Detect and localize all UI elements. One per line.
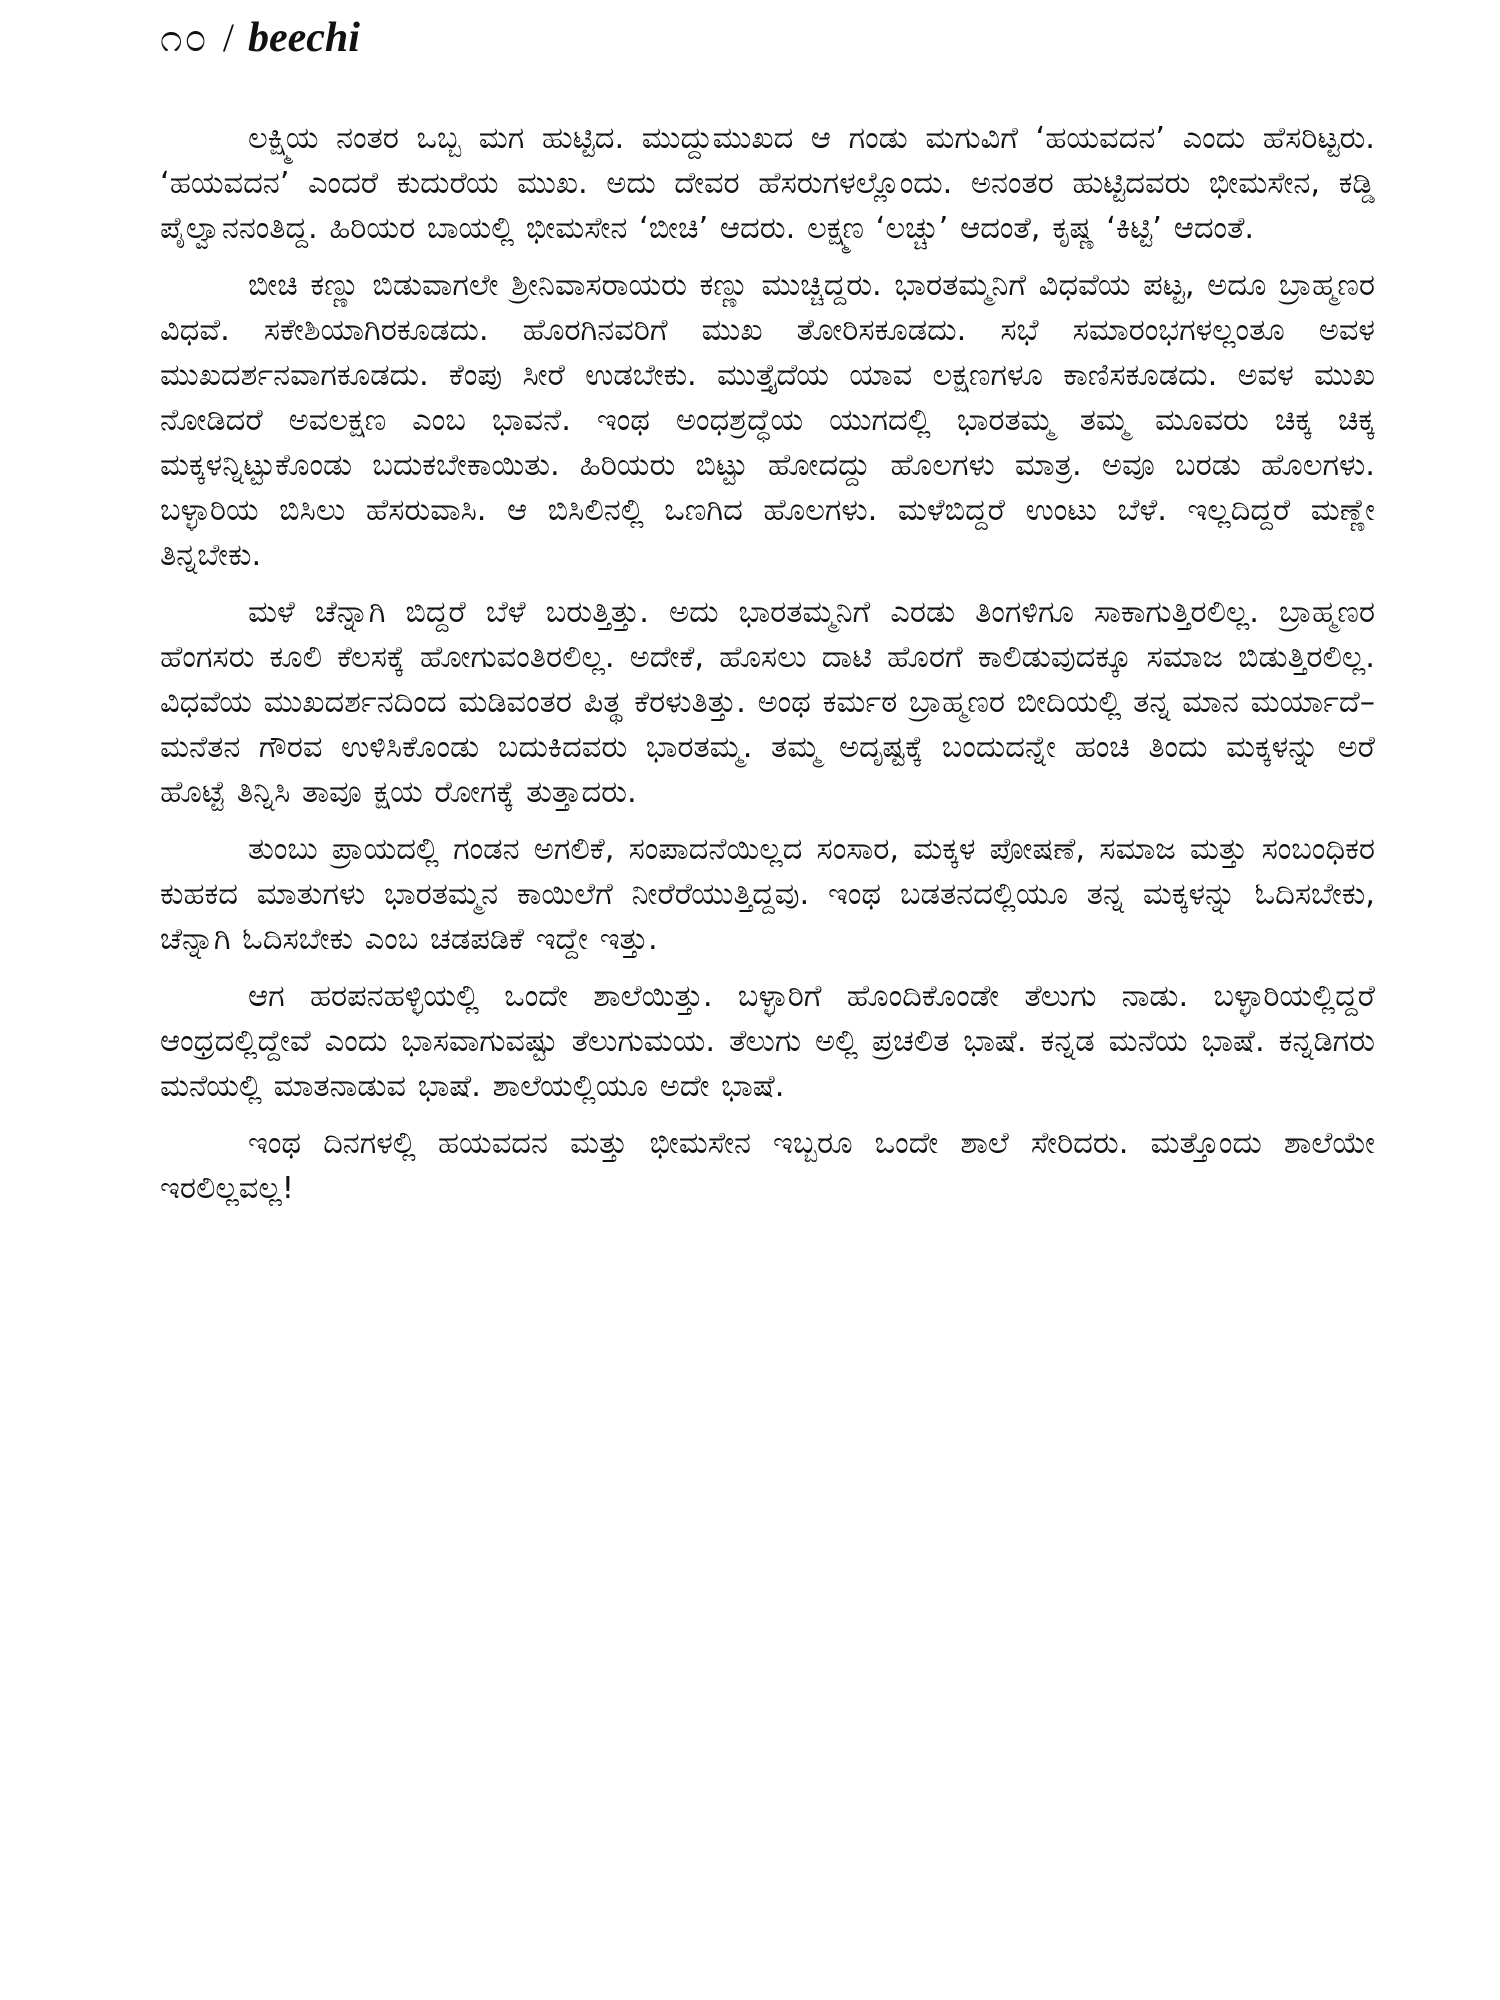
page-number: ೧೦	[160, 15, 209, 61]
paragraph-2: ಬೀಚಿ ಕಣ್ಣು ಬಿಡುವಾಗಲೇ ಶ್ರೀನಿವಾಸರಾಯರು ಕಣ್ಣು ಮುಚ್ಚಿದ್ದರು. ಭಾರತಮ್ಮನಿಗೆ ವಿಧವೆಯ ಪಟ್ಟ, ಅದೂ ಬ್ರಾಹ್ಮಣರ ವಿಧವೆ. ಸಕೇಶಿಯಾಗಿರಕೂಡದು. ಹೊರಗಿನವರಿಗೆ ಮುಖ ತೋರಿಸಕೂಡದು. ಸಭೆ ಸಮಾರಂಭಗಳಲ್ಲಂತೂ ಅವಳ ಮುಖದರ್ಶನವಾಗಕೂಡದು. ಕೆಂಪು ಸೀರೆ ಉಡಬೇಕು. ಮುತ್ತೈದೆಯ ಯಾವ ಲಕ್ಷಣಗಳೂ ಕಾಣಿಸಕೂಡದು. ಅವಳ ಮುಖ ನೋಡಿದರೆ ಅವಲಕ್ಷಣ ಎಂಬ ಭಾವನೆ. ಇಂಥ ಅಂಧಶ್ರದ್ಧೆಯ ಯುಗದಲ್ಲಿ ಭಾರತಮ್ಮ ತಮ್ಮ ಮೂವರು ಚಿಕ್ಕ ಚಿಕ್ಕ ಮಕ್ಕಳನ್ನಿಟ್ಟುಕೊಂಡು ಬದುಕಬೇಕಾಯಿತು. ಹಿರಿಯರು ಬಿಟ್ಟು ಹೋದದ್ದು ಹೊಲಗಳು ಮಾತ್ರ. ಅವೂ ಬರಡು ಹೊಲಗಳು. ಬಳ್ಳಾರಿಯ ಬಿಸಿಲು ಹೆಸರುವಾಸಿ. ಆ ಬಿಸಿಲಿನಲ್ಲಿ ಒಣಗಿದ ಹೊಲಗಳು. ಮಳೆಬಿದ್ದರೆ ಉಂಟು ಬೆಳೆ. ಇಲ್ಲದಿದ್ದರೆ ಮಣ್ಣೇ ತಿನ್ನಬೇಕು.	[160, 268, 1375, 573]
book-title: beechi	[247, 15, 360, 61]
paragraph-3: ಮಳೆ ಚೆನ್ನಾಗಿ ಬಿದ್ದರೆ ಬೆಳೆ ಬರುತ್ತಿತ್ತು. ಅದು ಭಾರತಮ್ಮನಿಗೆ ಎರಡು ತಿಂಗಳಿಗೂ ಸಾಕಾಗುತ್ತಿರಲಿಲ್ಲ. ಬ್ರಾಹ್ಮಣರ ಹೆಂಗಸರು ಕೂಲಿ ಕೆಲಸಕ್ಕೆ ಹೋಗುವಂತಿರಲಿಲ್ಲ. ಅದೇಕೆ, ಹೊಸಲು ದಾಟಿ ಹೊರಗೆ ಕಾಲಿಡುವುದಕ್ಕೂ ಸಮಾಜ ಬಿಡುತ್ತಿರಲಿಲ್ಲ. ವಿಧವೆಯ ಮುಖದರ್ಶನದಿಂದ ಮಡಿವಂತರ ಪಿತ್ಥ ಕೆರಳುತಿತ್ತು. ಅಂಥ ಕರ್ಮಠ ಬ್ರಾಹ್ಮಣರ ಬೀದಿಯಲ್ಲಿ ತನ್ನ ಮಾನ ಮರ್ಯಾದೆ–ಮನೆತನ ಗೌರವ ಉಳಿಸಿಕೊಂಡು ಬದುಕಿದವರು ಭಾರತಮ್ಮ. ತಮ್ಮ ಅದೃಷ್ಟಕ್ಕೆ ಬಂದುದನ್ನೇ ಹಂಚಿ ತಿಂದು ಮಕ್ಕಳನ್ನು ಅರೆ ಹೊಟ್ಟೆ ತಿನ್ನಿಸಿ ತಾವೂ ಕ್ಷಯ ರೋಗಕ್ಕೆ ತುತ್ತಾದರು.	[160, 595, 1375, 810]
paragraph-5: ಆಗ ಹರಪನಹಳ್ಳಿಯಲ್ಲಿ ಒಂದೇ ಶಾಲೆಯಿತ್ತು. ಬಳ್ಳಾರಿಗೆ ಹೊಂದಿಕೊಂಡೇ ತೆಲುಗು ನಾಡು. ಬಳ್ಳಾರಿಯಲ್ಲಿದ್ದರೆ ಆಂಧ್ರದಲ್ಲಿದ್ದೇವೆ ಎಂದು ಭಾಸವಾಗುವಷ್ಟು ತೆಲುಗುಮಯ. ತೆಲುಗು ಅಲ್ಲಿ ಪ್ರಚಲಿತ ಭಾಷೆ. ಕನ್ನಡ ಮನೆಯ ಭಾಷೆ. ಕನ್ನಡಿಗರು ಮನೆಯಲ್ಲಿ ಮಾತನಾಡುವ ಭಾಷೆ. ಶಾಲೆಯಲ್ಲಿಯೂ ಅದೇ ಭಾಷೆ.	[160, 979, 1375, 1104]
paragraph-4: ತುಂಬು ಪ್ರಾಯದಲ್ಲಿ ಗಂಡನ ಅಗಲಿಕೆ, ಸಂಪಾದನೆಯಿಲ್ಲದ ಸಂಸಾರ, ಮಕ್ಕಳ ಪೋಷಣೆ, ಸಮಾಜ ಮತ್ತು ಸಂಬಂಧಿಕರ ಕುಹಕದ ಮಾತುಗಳು ಭಾರತಮ್ಮನ ಕಾಯಿಲೆಗೆ ನೀರೆರೆಯುತ್ತಿದ್ದವು. ಇಂಥ ಬಡತನದಲ್ಲಿಯೂ ತನ್ನ ಮಕ್ಕಳನ್ನು ಓದಿಸಬೇಕು, ಚೆನ್ನಾಗಿ ಓದಿಸಬೇಕು ಎಂಬ ಚಡಪಡಿಕೆ ಇದ್ದೇ ಇತ್ತು.	[160, 832, 1375, 957]
paragraph-6: ಇಂಥ ದಿನಗಳಲ್ಲಿ ಹಯವದನ ಮತ್ತು ಭೀಮಸೇನ ಇಬ್ಬರೂ ಒಂದೇ ಶಾಲೆ ಸೇರಿದರು. ಮತ್ತೊಂದು ಶಾಲೆಯೇ ಇರಲಿಲ್ಲವಲ್ಲ!	[160, 1126, 1375, 1206]
running-header	[160, 14, 360, 62]
header-separator: /	[222, 15, 234, 60]
paragraph-1: ಲಕ್ಷ್ಮಿಯ ನಂತರ ಒಬ್ಬ ಮಗ ಹುಟ್ಟಿದ. ಮುದ್ದುಮುಖದ ಆ ಗಂಡು ಮಗುವಿಗೆ ‘ಹಯವದನ’ ಎಂದು ಹೆಸರಿಟ್ಟರು. ‘ಹಯವದನ’ ಎಂದರೆ ಕುದುರೆಯ ಮುಖ. ಅದು ದೇವರ ಹೆಸರುಗಳಲ್ಲೊಂದು. ಅನಂತರ ಹುಟ್ಟಿದವರು ಭೀಮಸೇನ, ಕಡ್ಡಿ ಪೈಲ್ವಾನನಂತಿದ್ದ. ಹಿರಿಯರ ಬಾಯಲ್ಲಿ ಭೀಮಸೇನ ‘ಬೀಚಿ’ ಆದರು. ಲಕ್ಷ್ಮಣ ‘ಲಚ್ಚು’ ಆದಂತೆ, ಕೃಷ್ಣ ‘ಕಿಟ್ಟಿ’ ಆದಂತೆ.	[160, 121, 1375, 246]
body-text	[160, 116, 1375, 1221]
